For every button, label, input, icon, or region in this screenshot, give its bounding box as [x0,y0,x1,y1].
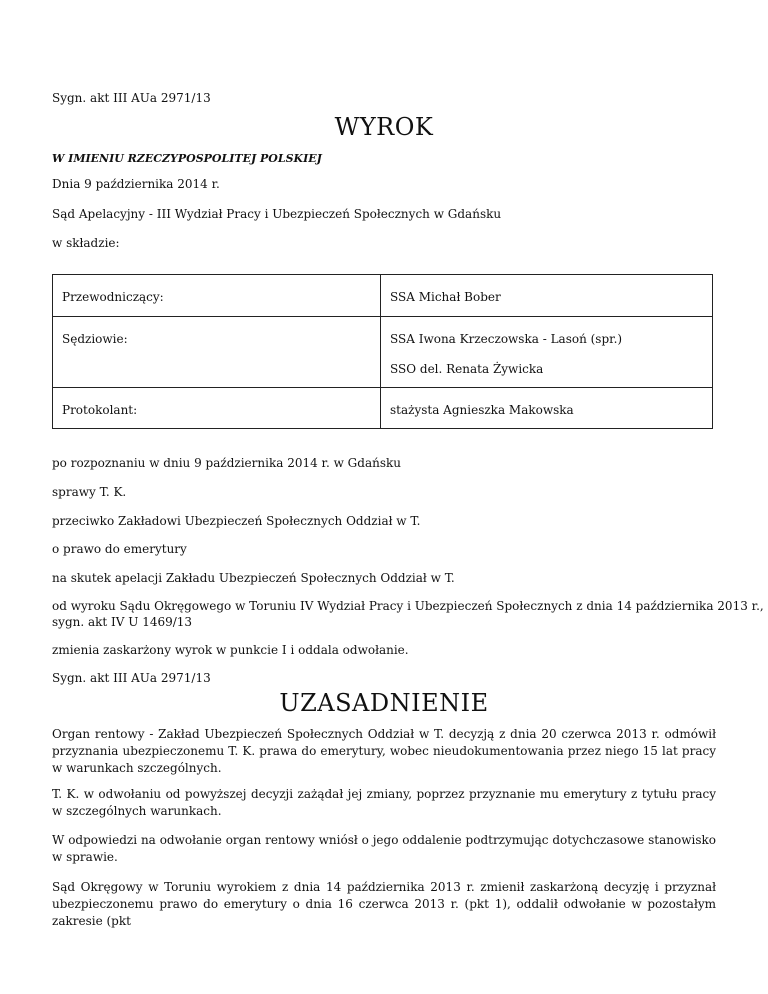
table-row [53,275,713,317]
verdict-subtitle: W IMIENIU RZECZYPOSPOLITEJ POLSKIEJ [52,152,322,165]
ruling-line-4: o prawo do emerytury [52,542,187,556]
ruling-line-6a: od wyroku Sądu Okręgowego w Toruniu IV Wydział Pracy i Ubezpieczeń Społecznych z dnia 14 października 2013 r., [52,599,764,613]
ruling-line-6b: sygn. akt IV U 1469/13 [52,615,193,629]
ruling-line-7: zmienia zaskarżony wyrok w punkcie I i oddala odwołanie. [52,643,409,657]
table-row [53,317,713,388]
verdict-title: WYROK [334,113,434,141]
clerk-value: stażysta Agnieszka Makowska [390,403,574,417]
ruling-line-1: po rozpoznaniu w dniu 9 października 2014 r. w Gdańsku [52,456,401,470]
composition-intro: w składzie: [52,236,120,250]
court-name: Sąd Apelacyjny - III Wydział Pracy i Ubezpieczeń Społecznych w Gdańsku [52,207,502,221]
chair-value-cell [381,275,713,317]
clerk-label-cell [53,388,381,429]
judges-label-cell [53,317,381,388]
justification-paragraph-4: Sąd Okręgowy w Toruniu wyrokiem z dnia 14 października 2013 r. zmienił zaskarżoną decyzję i przyznał ubezpieczonemu prawo do emerytury o dnia 16 czerwca 2013 r. (pkt 1), oddalił odwołanie w pozostałym zakresie (pkt [52,880,716,928]
bench-table [52,274,713,429]
chair-label: Przewodniczący: [62,290,164,304]
ruling-line-3: przeciwko Zakładowi Ubezpieczeń Społecznych Oddział w T. [52,514,421,528]
judge-2: SSO del. Renata Żywicka [390,362,544,376]
ruling-line-5: na skutek apelacji Zakładu Ubezpieczeń Społecznych Oddział w T. [52,571,455,585]
ruling-line-2: sprawy T. K. [52,485,127,499]
justification-title: UZASADNIENIE [279,689,489,717]
chair-label-cell [53,275,381,317]
justification-paragraph-1: Organ rentowy - Zakład Ubezpieczeń Społecznych Oddział w T. decyzją z dnia 20 czerwca 2013 r. odmówił przyznania ubezpieczonemu T. K. prawa do emerytury, wobec nieudokumentowania przez niego 15 lat pracy w warunkach szczególnych. [52,727,716,775]
judge-1: SSA Iwona Krzeczowska - Lasoń (spr.) [390,332,623,346]
judges-label: Sędziowie: [62,332,128,346]
justification-paragraph-2: T. K. w odwołaniu od powyższej decyzji zażądał jej zmiany, poprzez przyznanie mu emerytury z tytułu pracy w szczególnych warunkach. [52,787,716,818]
justification-paragraph-3: W odpowiedzi na odwołanie organ rentowy wniósł o jego oddalenie podtrzymując dotychczasowe stanowisko w sprawie. [52,833,716,864]
case-signature: Sygn. akt III AUa 2971/13 [52,91,211,105]
table-row [53,388,713,429]
clerk-value-cell [381,388,713,429]
chair-value: SSA Michał Bober [390,290,501,304]
judges-value-cell [381,317,713,388]
clerk-label: Protokolant: [62,403,138,417]
justification-signature: Sygn. akt III AUa 2971/13 [52,671,211,685]
verdict-date: Dnia 9 października 2014 r. [52,177,220,191]
